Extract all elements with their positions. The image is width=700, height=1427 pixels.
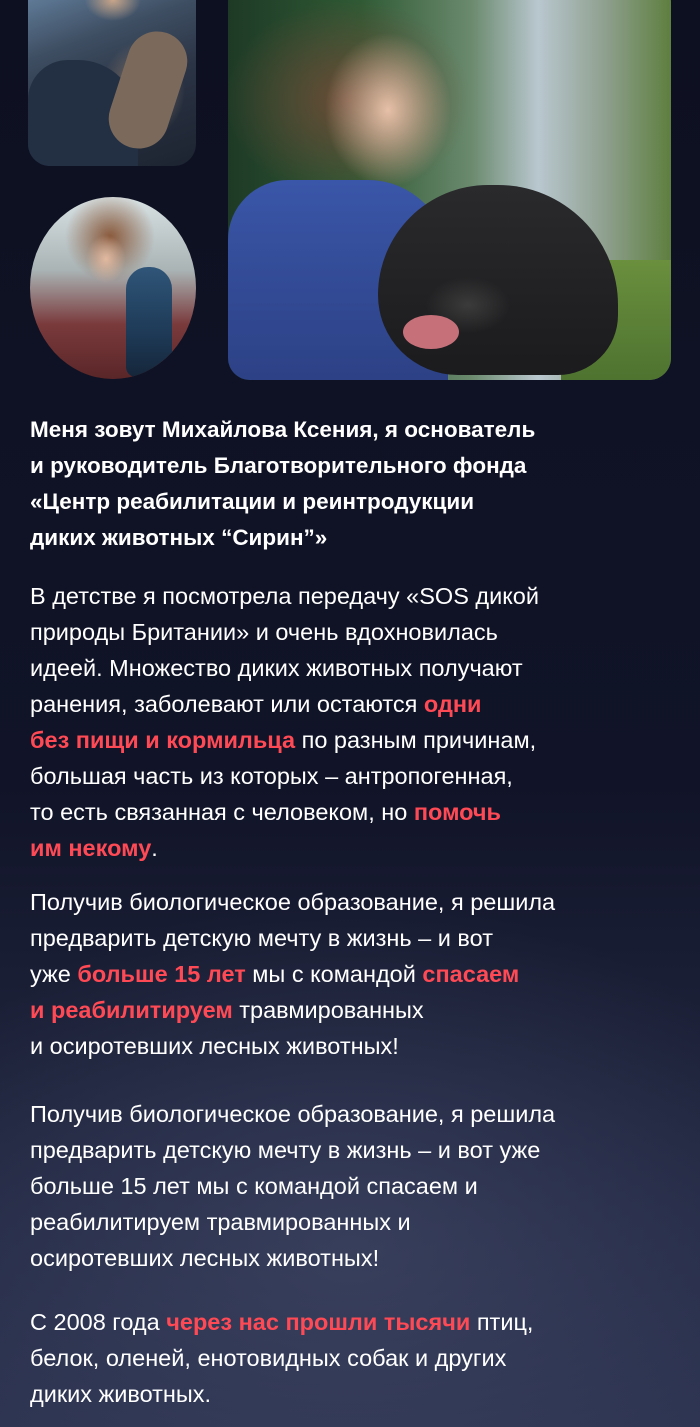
highlight-text: через нас прошли тысячи [166, 1309, 471, 1335]
text-segment: птиц, [470, 1309, 534, 1335]
intro-line: диких животных “Сирин”» [30, 525, 328, 550]
paragraph-line [30, 686, 670, 722]
childhood-paragraph [30, 578, 670, 866]
paragraph-line: Получив биологическое образование, я решила [30, 889, 556, 915]
text-segment: ранения, заболевают или остаются [30, 691, 424, 717]
paragraph-line: белок, оленей, енотовидных собак и других [30, 1345, 507, 1371]
person-with-peacock-photo [30, 197, 196, 379]
peacock-shape [126, 267, 172, 377]
highlight-text: одни [423, 691, 482, 717]
paragraph-line: реабилитируем травмированных и [30, 1209, 411, 1235]
paragraph-line [30, 992, 670, 1028]
intro-line: и руководитель Благотворительного фонда [30, 453, 527, 478]
highlight-text: спасаем [422, 961, 520, 987]
highlight-text: больше 15 лет [77, 961, 246, 987]
education-paragraph [30, 884, 670, 1064]
paragraph-line: Получив биологическое образование, я решила [30, 1101, 556, 1127]
paragraph-line: природы Британии» и очень вдохновилась [30, 619, 498, 645]
paragraph-line [30, 956, 670, 992]
paragraph-line: большая часть из которых – антропогенная, [30, 763, 513, 789]
text-segment: травмированных [232, 997, 424, 1023]
paragraph-line [30, 830, 670, 866]
paragraph-line: В детстве я посмотрела передачу «SOS дикой [30, 583, 539, 609]
text-segment: уже [30, 961, 78, 987]
text-segment: мы с командой [245, 961, 423, 987]
text-segment: С 2008 года [30, 1309, 167, 1335]
paragraph-line [30, 794, 670, 830]
paragraph-line: осиротевших лесных животных! [30, 1245, 380, 1271]
paragraph-line: больше 15 лет мы с командой спасаем и [30, 1173, 478, 1199]
intro-line: Меня зовут Михайлова Ксения, я основатель [30, 417, 536, 442]
education-paragraph-repeat [30, 1096, 670, 1276]
intro-line: «Центр реабилитации и реинтродукции [30, 489, 475, 514]
dog-shape [378, 185, 618, 375]
highlight-text: помочь [413, 799, 502, 825]
person-with-dog-photo [228, 0, 671, 380]
paragraph-line: идеей. Множество диких животных получают [30, 655, 523, 681]
paragraph-line: и осиротевших лесных животных! [30, 1033, 399, 1059]
highlight-text: и реабилитируем [30, 997, 233, 1023]
person-with-goat-photo [28, 0, 196, 166]
paragraph-line: предварить детскую мечту в жизнь – и вот [30, 925, 493, 951]
text-segment: то есть связанная с человеком, но [30, 799, 414, 825]
highlight-text: им некому [30, 835, 152, 861]
history-paragraph [30, 1304, 670, 1412]
founder-intro-heading [30, 412, 670, 556]
dog-tongue-shape [403, 315, 459, 349]
paragraph-line [30, 1304, 670, 1340]
paragraph-line [30, 722, 670, 758]
text-segment: . [151, 835, 158, 861]
text-segment: по разным причинам, [295, 727, 537, 753]
paragraph-line: диких животных. [30, 1381, 212, 1407]
paragraph-line: предварить детскую мечту в жизнь – и вот уже [30, 1137, 541, 1163]
highlight-text: без пищи и кормильца [30, 727, 296, 753]
